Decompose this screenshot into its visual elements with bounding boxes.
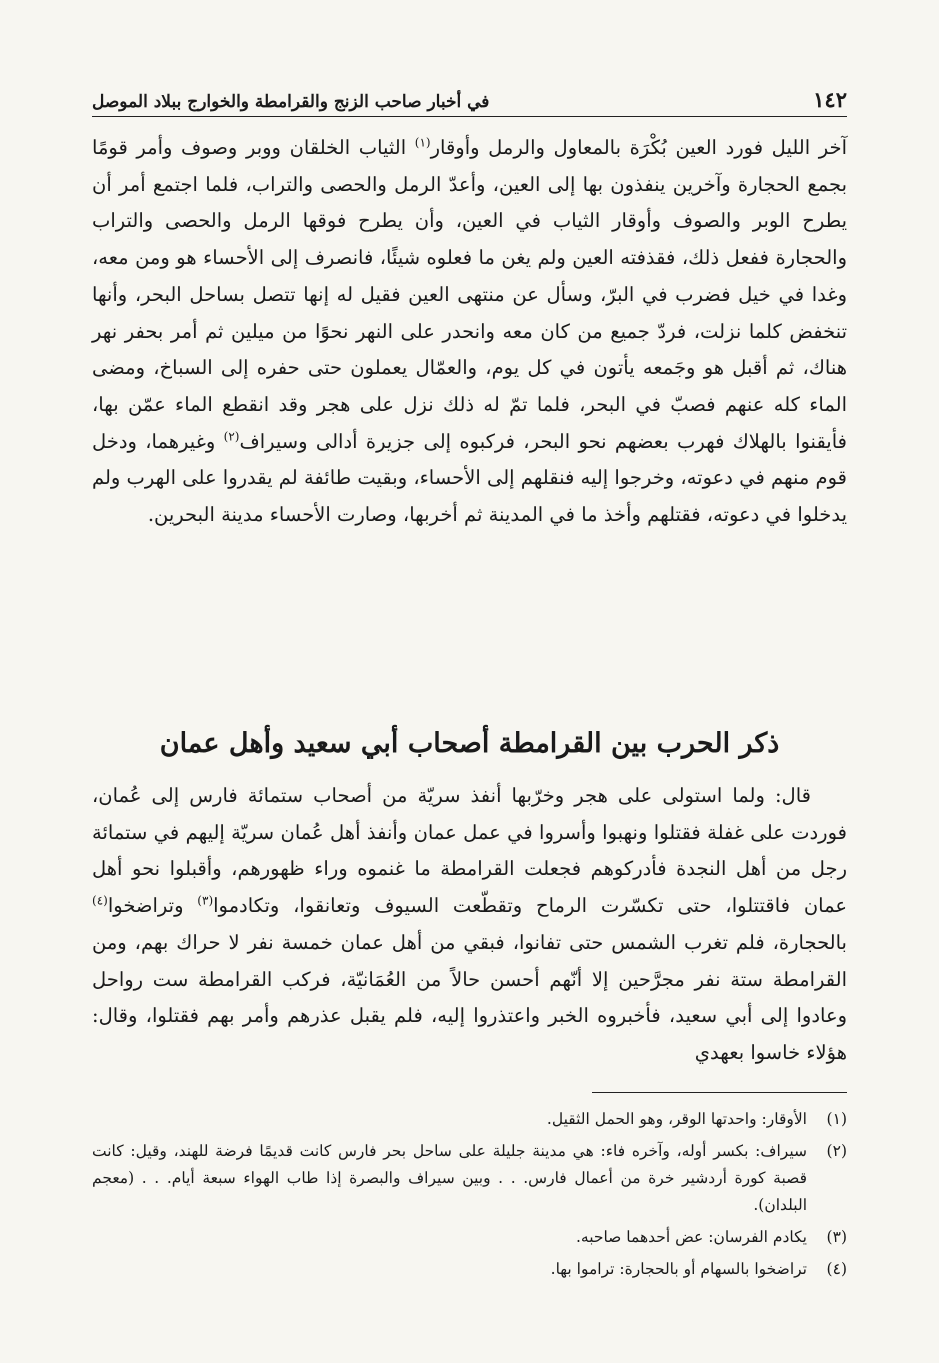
footnote-text: تراضخوا بالسهام أو بالحجارة: تراموا بها. [550, 1260, 807, 1278]
p2-text-1: قال: ولما استولى على هجر وخرّبها أنفذ سريّة من أصحاب ستمائة فارس إلى عُمان، فوردت على غفلة فقتلوا ونهبوا وأسروا في عمل عمان وأنفذ أهل عُمان سريّة إليهم في ستمائة رجل من أهل النجدة فأدركوهم فجعلت القرامطة ما غنموه وراء ظهورهم، وأقبلوا نحو أهل عمان فاقتتلوا، حتى تكسّرت الرماح وتقطّعت السيوف وتعانقوا، وتكادموا [92, 784, 847, 918]
footnote-ref-3: (٣) [197, 893, 214, 908]
book-page [92, 60, 847, 1340]
footnote-text: يكادم الفرسان: عض أحدهما صاحبه. [575, 1228, 807, 1246]
p1-text-1: آخر الليل فورد العين بُكْرَة بالمعاول والرمل وأوقار [430, 136, 847, 159]
page-header [92, 78, 847, 117]
page-number: ١٤٢ [813, 87, 847, 112]
p2-text-2: وتراضخوا [107, 894, 198, 918]
p1-text-3: وغيرهما، ودخل قوم منهم في دعوته، وخرجوا إليه فنقلهم إلى الأحساء، وبقيت طائفة لم يقدروا على الهرب ولم يدخلوا في دعوته، فقتلهم وأخذ ما في المدينة ثم أخربها، وصارت الأحساء مدينة البحرين. [92, 429, 847, 527]
section-title: ذكر الحرب بين القرامطة أصحاب أبي سعيد وأهل عمان [159, 728, 780, 759]
paragraph-1 [92, 130, 847, 534]
footnotes [92, 1106, 847, 1288]
footnote [92, 1106, 847, 1133]
footnote [92, 1256, 847, 1283]
footnote-separator [592, 1092, 847, 1093]
paragraph-2 [92, 778, 847, 1072]
footnote-marker: (٢) [826, 1142, 847, 1160]
p1-text-2: الثياب الخلقان ووبر وصوف وأمر قومًا بجمع الحجارة وآخرين ينفذون بها إلى العين، وأعدّ الرمل والحصى والتراب، فلما اجتمع أمر أن يطرح الوبر والصوف وأوقار الثياب في العين، وأن يطرح فوقها الرمل والحصى والتراب والحجارة ففعل ذلك، فقذفته العين ولم يغن ما فعلوه شيئًا، فانصرف إلى الأحساء هو ومن معه، وغدا في خيل فضرب في البرّ، وسأل عن منتهى العين فقيل له إنها تتصل بساحل البحر، وأنها تنخفض كلما نزلت، فردّ جميع من كان معه وانحدر على النهر نحوًا من ميلين ثم أمر بحفر نهر هناك، ثم أقبل هو وجَمعه يأتون في كل يوم، والعمّال يعملون حتى حفره إلى السباخ، ومضى الماء كله عنهم فصبّ في البحر، فلما تمّ له ذلك نزل على هجر وقد انقطع الماء عمّن بها، فأيقنوا بالهلاك فهرب بعضهم نحو البحر، فركبوه إلى جزيرة أدالى وسيراف [92, 136, 847, 453]
footnote-ref-4: (٤) [92, 893, 108, 908]
footnote-ref-2: (٢) [223, 429, 240, 444]
footnote-ref-1: (١) [414, 135, 431, 150]
footnote-marker: (١) [826, 1110, 847, 1128]
footnote [92, 1224, 847, 1251]
running-title: في أخبار صاحب الزنج والقرامطة والخوارج ببلاد الموصل [92, 92, 490, 112]
footnote-marker: (٣) [826, 1228, 847, 1246]
footnote-text: الأوقار: واحدتها الوقر، وهو الحمل الثقيل. [546, 1110, 807, 1128]
footnote-marker: (٤) [826, 1260, 847, 1278]
footnote [92, 1138, 847, 1219]
p2-text-3: بالحجارة، فلم تغرب الشمس حتى تفانوا، فبقي من أهل عمان خمسة نفر لا حراك بهم، ومن القرامطة ستة نفر مجرَّحين إلا أنّهم أحسن حالاً من العُمَانيّة، فركب القرامطة ست رواحل وعادوا إلى أبي سعيد، فأخبروه الخبر واعتذروا إليه، فلم يقبل عذرهم وأمر بهم فقتلوا، وقال: هؤلاء خاسوا بعهدي [92, 930, 847, 1064]
footnote-text: سيراف: بكسر أوله، وآخره فاء: هي مدينة جليلة على ساحل بحر فارس كانت قديمًا فرضة للهند، وقيل: كانت قصبة كورة أردشير خرة من أعمال فارس. . . وبين سيراف والبصرة إذا طاب الهواء سبعة أيام. . . (معجم البلدان). [92, 1142, 807, 1214]
